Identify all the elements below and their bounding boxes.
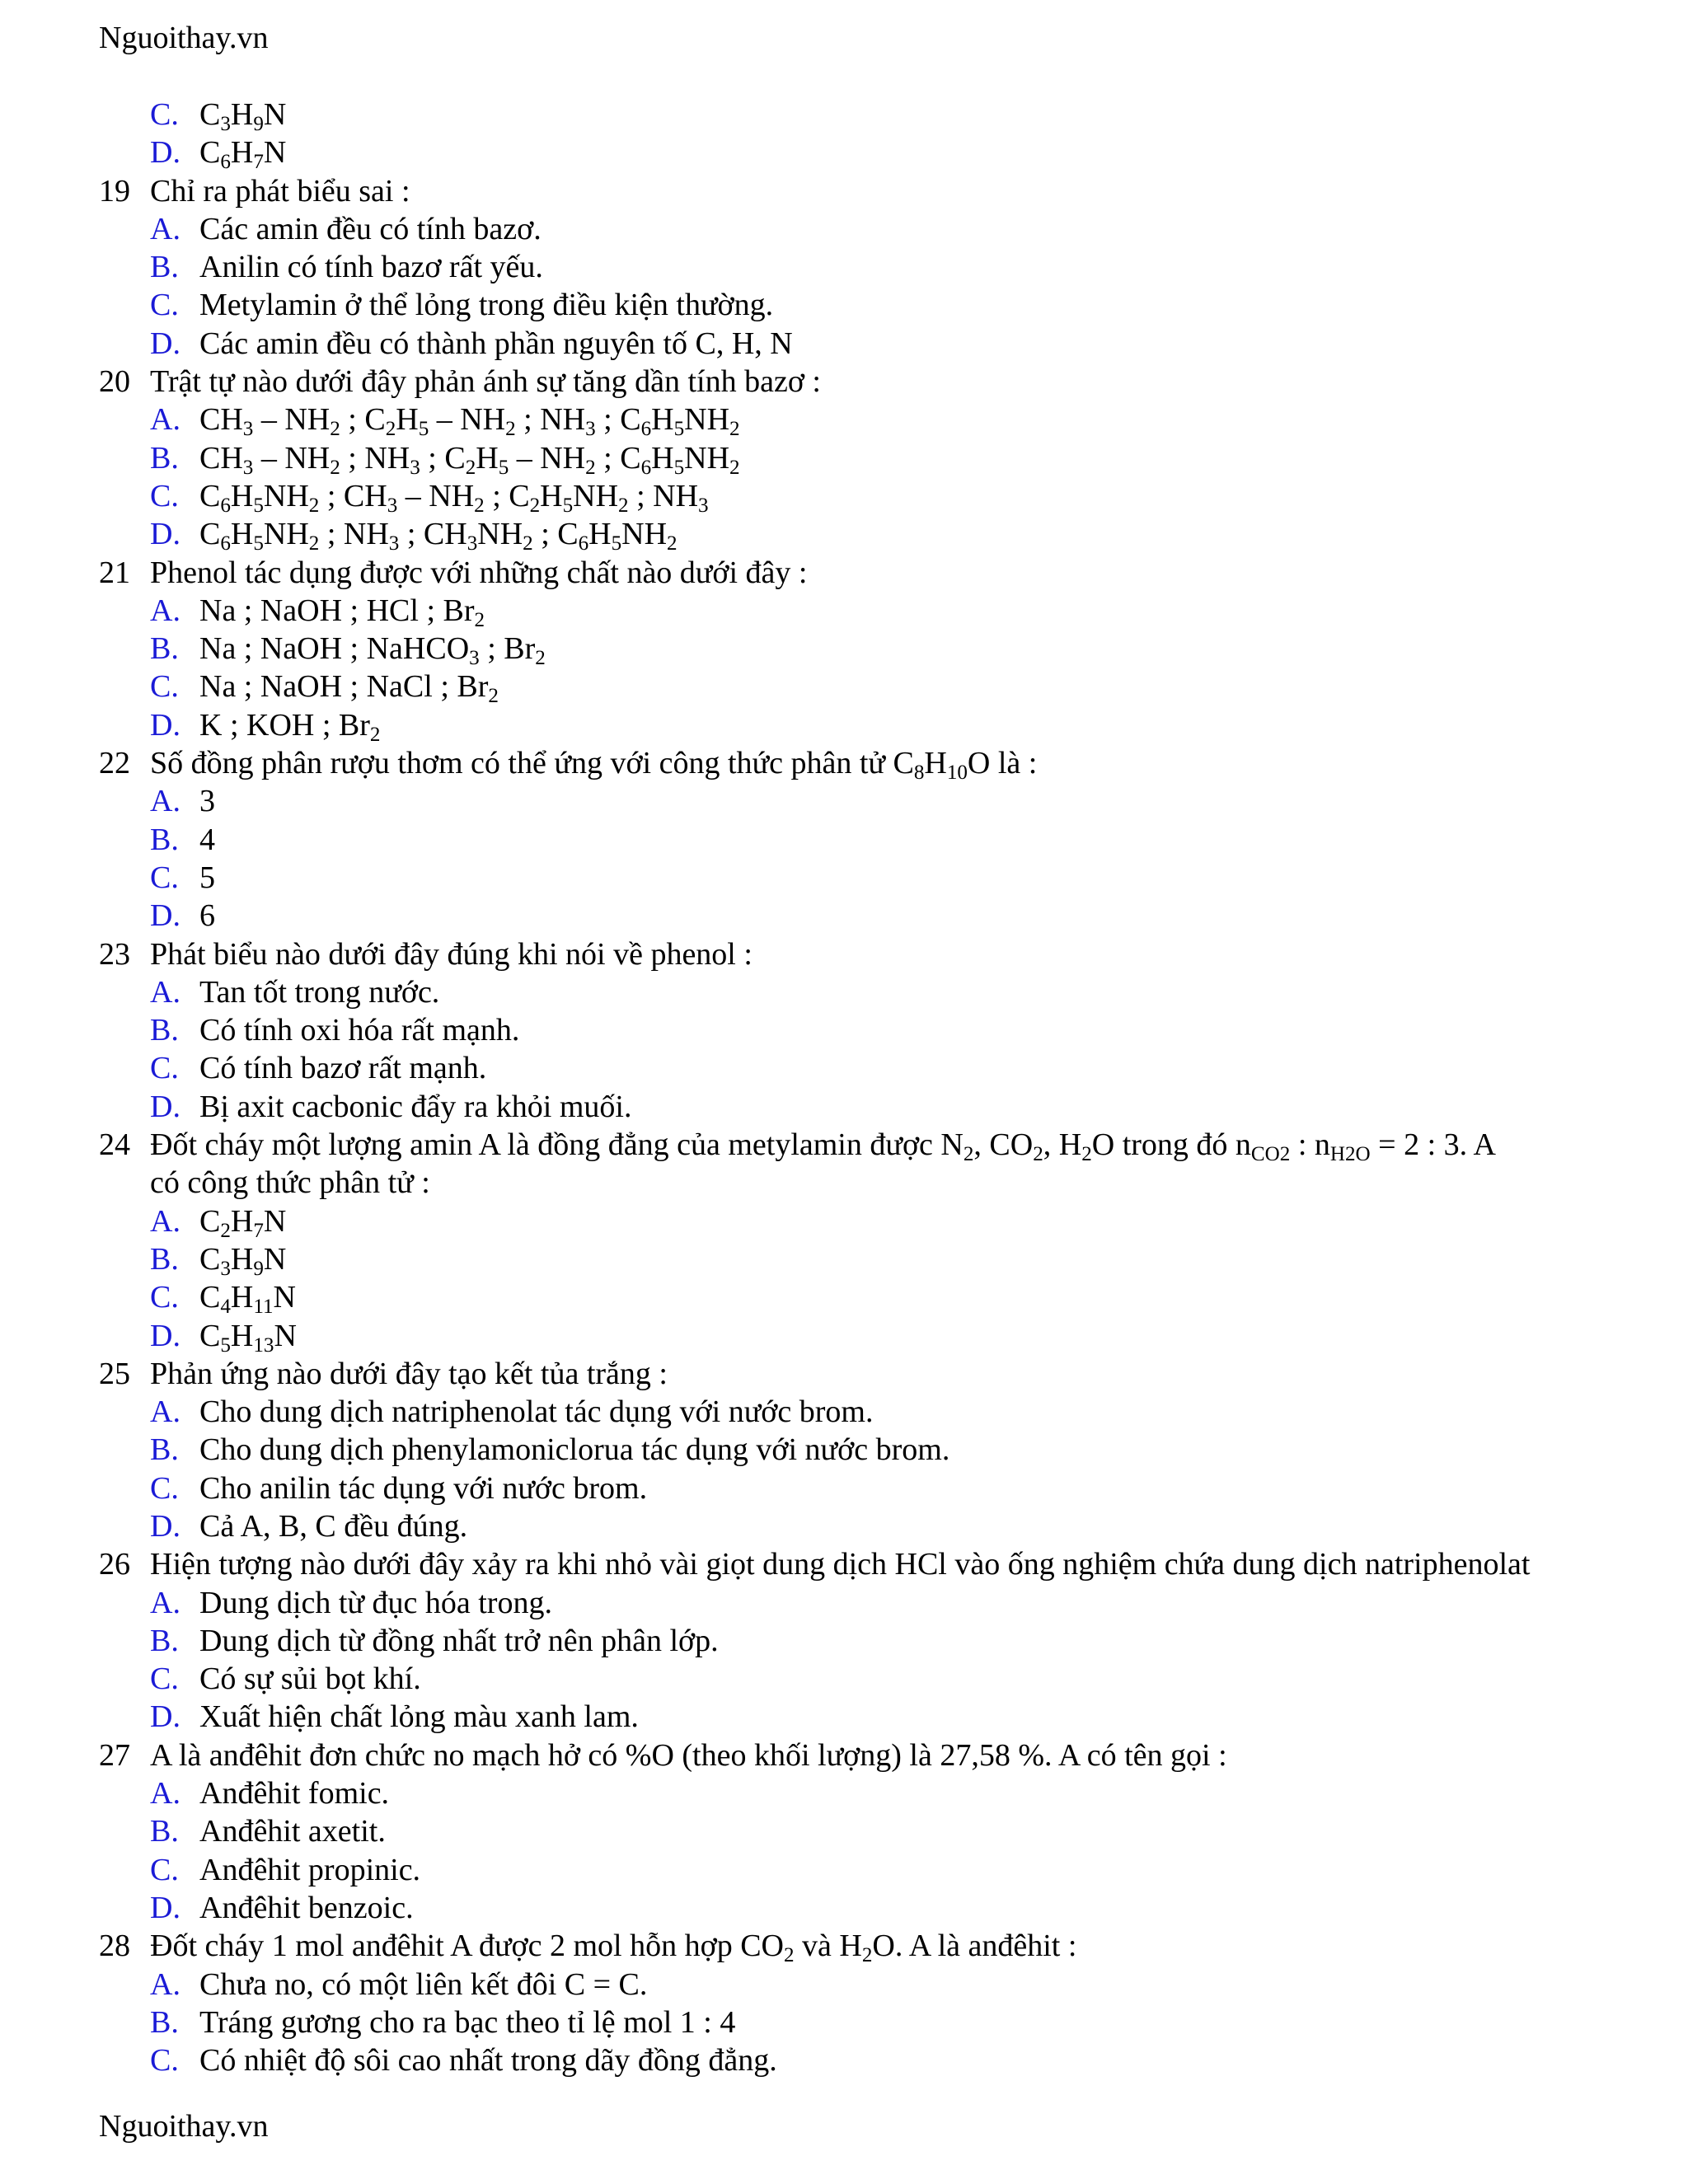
option-label: C. xyxy=(150,1852,179,1887)
answer-option xyxy=(99,1011,1640,1049)
option-text: Anđêhit fomic. xyxy=(199,1776,390,1811)
option-text: Na ; NaOH ; NaCl ; $Br_2$ xyxy=(199,669,499,708)
option-text: Na ; NaOH ; HCl ; $Br_2$ xyxy=(199,593,485,631)
option-label: D. xyxy=(150,1508,181,1544)
question-list xyxy=(99,96,1640,2079)
question-number: 24 xyxy=(99,1127,130,1163)
question-text: Đốt cháy 1 mol anđêhit A được 2 mol hỗn hợp $CO_2$ và $H_2O$. A là anđêhit : xyxy=(150,1929,1077,1967)
option-text: Có sự sủi bọt khí. xyxy=(199,1661,421,1697)
option-text: Cho anilin tác dụng với nước brom. xyxy=(199,1470,648,1506)
answer-option xyxy=(99,1049,1640,1087)
answer-option xyxy=(99,821,1640,859)
option-text: 3 xyxy=(199,784,215,819)
option-label: A. xyxy=(150,211,181,246)
answer-option xyxy=(99,1507,1640,1545)
option-label: D. xyxy=(150,707,181,743)
question-line xyxy=(99,1126,1640,1164)
option-text: 6 xyxy=(199,898,215,934)
option-label: C. xyxy=(150,97,179,132)
answer-option xyxy=(99,1622,1640,1660)
option-label: A. xyxy=(150,1203,181,1239)
question-text: Đốt cháy một lượng amin A là đồng đẳng của metylamin được $N_2$, $CO_2$, $H_2O$ trong đó $n_{CO2}$ : $n_{H2O} = 2$ : 3. A xyxy=(150,1127,1496,1166)
option-label: A. xyxy=(150,1966,181,2002)
question-text: Số đồng phân rượu thơm có thể ứng với công thức phân tử $C_8H_{10}O$ là : xyxy=(150,746,1038,785)
option-text: Xuất hiện chất lỏng màu xanh lam. xyxy=(199,1699,639,1735)
option-text: Chưa no, có một liên kết đôi C = C. xyxy=(199,1966,648,2002)
answer-option xyxy=(99,439,1640,477)
answer-option xyxy=(99,592,1640,630)
question-line xyxy=(99,935,1640,973)
answer-option xyxy=(99,325,1640,363)
answer-option xyxy=(99,1317,1640,1355)
option-text: $CH_3 - NH_2$ ; $NH_3$ ; $C_2H_5 - NH_2$ ; $C_6H_5NH_2$ xyxy=(199,440,740,479)
question-number: 20 xyxy=(99,364,130,400)
question-line xyxy=(99,1927,1640,1965)
option-label: A. xyxy=(150,593,181,628)
option-text: 4 xyxy=(199,822,215,857)
option-label: C. xyxy=(150,1661,179,1697)
option-label: A. xyxy=(150,402,181,438)
option-text: Các amin đều có thành phần nguyên tố C, H, N xyxy=(199,326,793,361)
answer-option xyxy=(99,630,1640,668)
option-label: B. xyxy=(150,1623,179,1658)
option-text: Tan tốt trong nước. xyxy=(199,974,440,1010)
question-number: 27 xyxy=(99,1737,130,1773)
question-text-continuation xyxy=(99,1164,1640,1202)
answer-option xyxy=(99,1469,1640,1507)
answer-option xyxy=(99,2004,1640,2041)
option-label: A. xyxy=(150,974,181,1010)
answer-option xyxy=(99,2041,1640,2079)
option-label: A. xyxy=(150,1776,181,1811)
option-label: B. xyxy=(150,1241,179,1277)
option-text: Anđêhit benzoic. xyxy=(199,1890,414,1925)
question-line xyxy=(99,172,1640,210)
option-label: C. xyxy=(150,1470,179,1506)
option-label: D. xyxy=(150,1318,181,1353)
option-text: $C_6H_5NH_2$ ; $NH_3$ ; $CH_3NH_2$ ; $C_6H_5NH_2$ xyxy=(199,517,678,555)
answer-option xyxy=(99,1278,1640,1319)
option-label: B. xyxy=(150,631,179,667)
option-label: C. xyxy=(150,1280,179,1315)
question-number: 28 xyxy=(99,1929,130,1964)
option-text: 5 xyxy=(199,860,215,895)
answer-option xyxy=(99,1889,1640,1927)
option-label: C. xyxy=(150,1051,179,1086)
question-number: 26 xyxy=(99,1547,130,1582)
answer-option xyxy=(99,515,1640,553)
option-text: $CH_3 - NH_2$ ; $C_2H_5 - NH_2$ ; $NH_3$ ; $C_6H_5NH_2$ xyxy=(199,402,740,441)
question-text: Phản ứng nào dưới đây tạo kết tủa trắng : xyxy=(150,1356,668,1391)
question-text: Trật tự nào dưới đây phản ánh sự tăng dần tính bazơ : xyxy=(150,364,821,400)
option-label: C. xyxy=(150,288,179,323)
question-line xyxy=(99,1736,1640,1774)
option-label: A. xyxy=(150,784,181,819)
option-text: $C_3H_9N$ xyxy=(199,97,287,136)
option-label: D. xyxy=(150,1699,181,1735)
question-text: Phenol tác dụng được với những chất nào dưới đây : xyxy=(150,555,808,590)
answer-option xyxy=(99,1851,1640,1889)
answer-option xyxy=(99,134,1640,174)
option-text: Tráng gương cho ra bạc theo tỉ lệ mol 1 : 4 xyxy=(199,2004,736,2040)
answer-option xyxy=(99,1584,1640,1622)
question-line xyxy=(99,1355,1640,1393)
answer-option xyxy=(99,1240,1640,1278)
option-text: $C_3H_9N$ xyxy=(199,1241,287,1280)
option-label: D. xyxy=(150,326,181,361)
question-number: 23 xyxy=(99,936,130,972)
answer-option xyxy=(99,401,1640,441)
option-text: Cho dung dịch natriphenolat tác dụng với nước brom. xyxy=(199,1394,874,1430)
question-line xyxy=(99,1545,1640,1583)
option-text: Na ; NaOH ; NaHCO$_3$ ; $Br_2$ xyxy=(199,631,546,670)
option-text: Cho dung dịch phenylamoniclorua tác dụng với nước brom. xyxy=(199,1432,950,1468)
answer-option xyxy=(99,973,1640,1011)
option-text: Có tính oxi hóa rất mạnh. xyxy=(199,1013,520,1048)
answer-option xyxy=(99,706,1640,744)
answer-option xyxy=(99,1660,1640,1698)
answer-option xyxy=(99,859,1640,897)
option-text: Anđêhit axetit. xyxy=(199,1814,386,1849)
option-text: Dung dịch từ đục hóa trong. xyxy=(199,1585,552,1620)
option-label: B. xyxy=(150,1814,179,1849)
option-label: B. xyxy=(150,440,179,476)
answer-option xyxy=(99,96,1640,134)
answer-option xyxy=(99,897,1640,935)
question-number: 21 xyxy=(99,555,130,590)
option-text: Có nhiệt độ sôi cao nhất trong dãy đồng đẳng. xyxy=(199,2043,777,2079)
answer-option xyxy=(99,1774,1640,1812)
option-label: A. xyxy=(150,1394,181,1430)
question-text: Phát biểu nào dưới đây đúng khi nói về phenol : xyxy=(150,936,753,972)
option-label: B. xyxy=(150,250,179,285)
option-text: $C_2H_7N$ xyxy=(199,1203,287,1242)
option-label: C. xyxy=(150,478,179,513)
answer-option xyxy=(99,1698,1640,1736)
option-label: D. xyxy=(150,135,181,171)
option-text: $C_6H_7N$ xyxy=(199,135,287,174)
option-label: B. xyxy=(150,1013,179,1048)
question-text: Chỉ ra phát biểu sai : xyxy=(150,173,410,209)
option-text: Có tính bazơ rất mạnh. xyxy=(199,1051,487,1086)
option-text: Anđêhit propinic. xyxy=(199,1852,421,1887)
question-text: Hiện tượng nào dưới đây xảy ra khi nhỏ vài giọt dung dịch HCl vào ống nghiệm chứa dung dịch natriphenolat xyxy=(150,1547,1531,1582)
answer-option xyxy=(99,477,1640,515)
question-number: 22 xyxy=(99,746,130,781)
question-number: 19 xyxy=(99,173,130,209)
answer-option xyxy=(99,1966,1640,2004)
option-text: $C_5H_{13}N$ xyxy=(199,1318,297,1357)
question-line xyxy=(99,554,1640,592)
answer-option xyxy=(99,286,1640,324)
answer-option xyxy=(99,1812,1640,1850)
answer-option xyxy=(99,668,1640,708)
option-label: C. xyxy=(150,860,179,895)
option-text: Anilin có tính bazơ rất yếu. xyxy=(199,250,543,285)
option-label: C. xyxy=(150,2043,179,2079)
answer-option xyxy=(99,1393,1640,1431)
option-label: B. xyxy=(150,822,179,857)
option-label: D. xyxy=(150,1890,181,1925)
option-label: D. xyxy=(150,898,181,934)
option-text: K ; KOH ; $Br_2$ xyxy=(199,707,381,746)
question-number: 25 xyxy=(99,1356,130,1391)
option-label: C. xyxy=(150,669,179,705)
page-footer-site: Nguoithay.vn xyxy=(99,2109,269,2144)
option-text: Bị axit cacbonic đẩy ra khỏi muối. xyxy=(199,1089,632,1124)
question-line xyxy=(99,363,1640,401)
option-label: D. xyxy=(150,1089,181,1124)
option-text: Metylamin ở thể lỏng trong điều kiện thường. xyxy=(199,288,774,323)
option-label: D. xyxy=(150,517,181,552)
option-label: A. xyxy=(150,1585,181,1620)
option-label: B. xyxy=(150,1432,179,1468)
option-label: B. xyxy=(150,2004,179,2040)
answer-option xyxy=(99,1202,1640,1240)
question-text: A là anđêhit đơn chức no mạch hở có %O (theo khối lượng) là 27,58 %. A có tên gọi : xyxy=(150,1737,1227,1773)
answer-option xyxy=(99,1431,1640,1469)
page-header-site: Nguoithay.vn xyxy=(99,21,269,55)
option-text: $C_6H_5NH_2$ ; $CH_3 - NH_2$ ; $C_2H_5NH_2$ ; $NH_3$ xyxy=(199,478,709,517)
question-line xyxy=(99,744,1640,785)
option-text: Các amin đều có tính bazơ. xyxy=(199,211,542,246)
option-text: Cả A, B, C đều đúng. xyxy=(199,1508,468,1544)
answer-option xyxy=(99,210,1640,248)
question-text: có công thức phân tử : xyxy=(150,1165,430,1201)
option-text: $C_4H_{11}N$ xyxy=(199,1280,296,1319)
answer-option xyxy=(99,248,1640,286)
answer-option xyxy=(99,782,1640,820)
option-text: Dung dịch từ đồng nhất trở nên phân lớp. xyxy=(199,1623,719,1658)
answer-option xyxy=(99,1088,1640,1126)
